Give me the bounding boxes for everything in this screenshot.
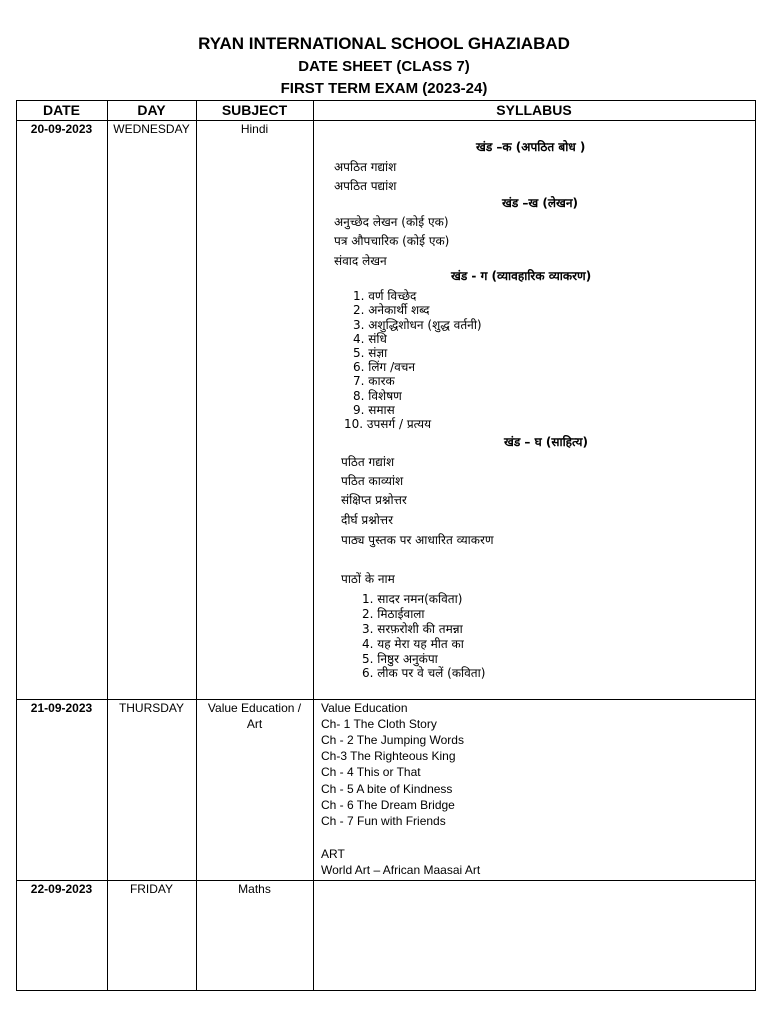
- date-sheet-table: [16, 100, 756, 991]
- syllabus-line: Ch- 1 The Cloth Story: [321, 717, 437, 731]
- col-header-day: DAY: [137, 102, 166, 118]
- syllabus-list-item: 9. समास: [353, 403, 395, 417]
- syllabus-list-item: 6. लिंग /वचन: [353, 360, 416, 374]
- row2-subject: Value Education / Art: [207, 701, 302, 731]
- syllabus-line: पाठ्य पुस्तक पर आधारित व्याकरण: [341, 533, 494, 547]
- row3-day: FRIDAY: [129, 882, 174, 896]
- syllabus-line: पठित काव्यांश: [341, 474, 404, 488]
- syllabus-list-item: 5. संज्ञा: [353, 346, 388, 360]
- school-title: RYAN INTERNATIONAL SCHOOL GHAZIABAD: [198, 34, 570, 53]
- column-divider: [107, 100, 108, 991]
- column-divider: [313, 100, 314, 991]
- row3-syllabus: [321, 881, 751, 981]
- row3-date: 22-09-2023: [30, 882, 93, 896]
- col-header-syllabus: SYLLABUS: [496, 102, 572, 118]
- syllabus-line: Ch - 4 This or That: [321, 765, 421, 779]
- col-header-date: DATE: [42, 102, 81, 118]
- syllabus-list-item: 3. सरफ़रोशी की तमन्ना: [362, 622, 463, 636]
- col-header-subject: SUBJECT: [221, 102, 288, 118]
- syllabus-list-item: 8. विशेषण: [353, 389, 402, 403]
- syllabus-line: Ch - 7 Fun with Friends: [321, 814, 446, 828]
- row2-day: THURSDAY: [118, 701, 185, 715]
- syllabus-line: पत्र औपचारिक (कोई एक): [334, 234, 450, 248]
- syllabus-line: अनुच्छेद लेखन (कोई एक): [334, 215, 449, 229]
- syllabus-line: Ch - 5 A bite of Kindness: [321, 782, 453, 796]
- row1-date: 20-09-2023: [30, 122, 93, 136]
- exam-title: FIRST TERM EXAM (2023-24): [280, 80, 488, 97]
- syllabus-list-item: 1. वर्ण विच्छेद: [353, 289, 417, 303]
- syllabus-list-item: 3. अशुद्धिशोधन (शुद्ध वर्तनी): [353, 318, 482, 332]
- syllabus-section-heading: खंड –ख (लेखन): [502, 196, 578, 210]
- syllabus-line: पाठों के नाम: [341, 572, 395, 586]
- syllabus-line: Ch - 2 The Jumping Words: [321, 733, 464, 747]
- syllabus-line: दीर्घ प्रश्नोत्तर: [341, 513, 394, 527]
- syllabus-line: अपठित गद्यांश: [334, 160, 397, 174]
- syllabus-line: ART: [321, 847, 345, 861]
- syllabus-list-item: 2. मिठाईवाला: [362, 607, 425, 621]
- syllabus-section-heading: खंड – घ (साहित्य): [504, 435, 588, 449]
- syllabus-line: संवाद लेखन: [334, 254, 387, 268]
- syllabus-list-item: 6. लीक पर वे चलें (कविता): [362, 666, 486, 680]
- row3-subject: Maths: [238, 882, 271, 896]
- syllabus-line: पठित गद्यांश: [341, 455, 395, 469]
- row1-day: WEDNESDAY: [113, 122, 190, 136]
- syllabus-list-item: 7. कारक: [353, 374, 395, 388]
- syllabus-section-heading: खंड - ग (व्यावहारिक व्याकरण): [451, 269, 592, 283]
- syllabus-list-item: 4. यह मेरा यह मीत का: [362, 637, 464, 651]
- table-border: [16, 990, 756, 991]
- syllabus-line: World Art – African Maasai Art: [321, 863, 481, 877]
- syllabus-list-item: 2. अनेकार्थी शब्द: [353, 303, 430, 317]
- syllabus-list-item: 5. निष्ठुर अनुकंपा: [362, 652, 438, 666]
- syllabus-section-heading: खंड –क (अपठित बोध ): [476, 140, 586, 154]
- syllabus-line: संक्षिप्त प्रश्नोत्तर: [341, 493, 407, 507]
- column-divider: [196, 100, 197, 991]
- row2-date: 21-09-2023: [30, 701, 93, 715]
- syllabus-line: Ch - 6 The Dream Bridge: [321, 798, 455, 812]
- table-border: [16, 100, 17, 991]
- syllabus-list-item: 10. उपसर्ग / प्रत्यय: [344, 417, 432, 431]
- syllabus-line: Value Education: [321, 701, 408, 715]
- syllabus-list-item: 4. संधि: [353, 332, 387, 346]
- table-border: [755, 100, 756, 991]
- syllabus-line: Ch-3 The Righteous King: [321, 749, 456, 763]
- syllabus-list-item: 1. सादर नमन(कविता): [362, 592, 463, 606]
- date-sheet-title: DATE SHEET (CLASS 7): [298, 58, 470, 75]
- row1-subject: Hindi: [240, 122, 269, 136]
- syllabus-line: अपठित पद्यांश: [334, 179, 397, 193]
